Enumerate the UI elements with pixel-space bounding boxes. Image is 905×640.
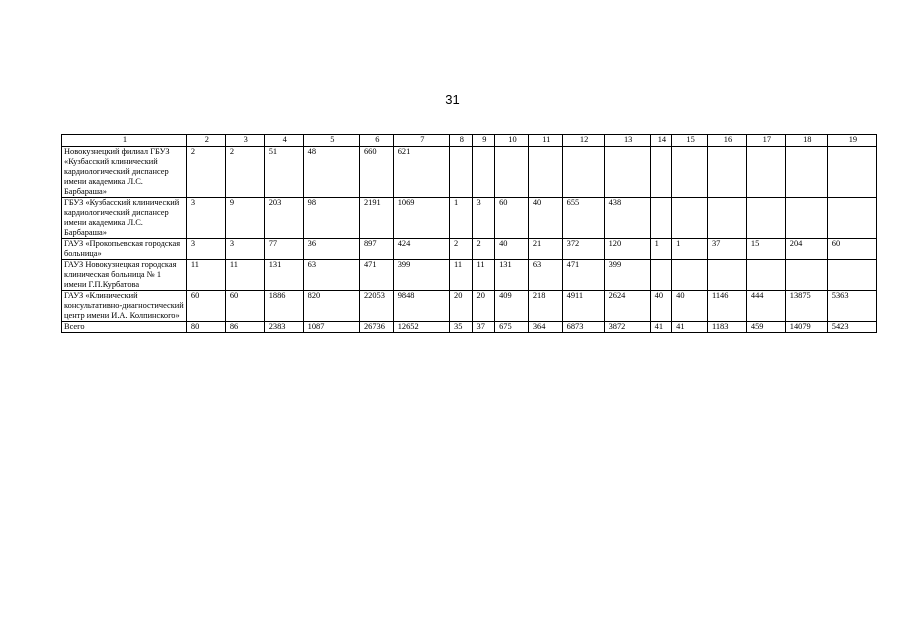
table-cell: 4911	[562, 291, 604, 322]
table-cell: 40	[528, 198, 562, 239]
column-header-8: 8	[450, 135, 473, 147]
table-cell: 3	[472, 198, 495, 239]
table-row	[62, 198, 877, 239]
table-cell: 20	[472, 291, 495, 322]
table-cell: 6873	[562, 322, 604, 333]
column-header-3: 3	[225, 135, 264, 147]
table-cell: 399	[604, 260, 650, 291]
table-cell: 11	[472, 260, 495, 291]
table-cell: 40	[672, 291, 708, 322]
institution-name-cell: Новокузнецкий филиал ГБУЗ «Кузбасский клинический кардиологический диспансер имени академика Л.С. Барбараша»	[62, 147, 187, 198]
table-cell: 60	[225, 291, 264, 322]
table-cell: 5423	[827, 322, 876, 333]
table-cell: 15	[746, 239, 785, 260]
table-cell: 660	[359, 147, 393, 198]
table-cell: 63	[528, 260, 562, 291]
table-cell: 36	[303, 239, 359, 260]
table-cell: 1886	[264, 291, 303, 322]
table-cell: 1087	[303, 322, 359, 333]
table-cell: 424	[393, 239, 449, 260]
table-row	[62, 239, 877, 260]
table-cell	[650, 260, 672, 291]
table-cell: 2	[225, 147, 264, 198]
table-cell	[650, 198, 672, 239]
data-table	[61, 134, 877, 333]
column-header-6: 6	[359, 135, 393, 147]
column-header-5: 5	[303, 135, 359, 147]
table-cell: 3	[186, 198, 225, 239]
table-cell	[672, 198, 708, 239]
column-header-15: 15	[672, 135, 708, 147]
table-cell: 120	[604, 239, 650, 260]
column-header-10: 10	[495, 135, 529, 147]
table-cell: 409	[495, 291, 529, 322]
table-cell: 80	[186, 322, 225, 333]
table-cell: 203	[264, 198, 303, 239]
table-cell: 86	[225, 322, 264, 333]
table-cell: 12652	[393, 322, 449, 333]
table-cell: 3872	[604, 322, 650, 333]
table-cell: 98	[303, 198, 359, 239]
table-cell: 63	[303, 260, 359, 291]
table-cell	[495, 147, 529, 198]
table-cell: 22053	[359, 291, 393, 322]
table-cell: 131	[264, 260, 303, 291]
institution-name-cell: ГАУЗ «Прокопьевская городская больница»	[62, 239, 187, 260]
table-cell: 26736	[359, 322, 393, 333]
table-cell	[827, 147, 876, 198]
table-header-row	[62, 135, 877, 147]
column-header-11: 11	[528, 135, 562, 147]
table-cell: 13875	[785, 291, 827, 322]
table-cell: 399	[393, 260, 449, 291]
table-cell: 37	[472, 322, 495, 333]
table-cell	[785, 198, 827, 239]
column-header-14: 14	[650, 135, 672, 147]
table-row	[62, 260, 877, 291]
table-cell: 3	[186, 239, 225, 260]
table-cell: 40	[495, 239, 529, 260]
table-cell: 2	[450, 239, 473, 260]
table-cell	[707, 147, 746, 198]
table-cell: 20	[450, 291, 473, 322]
table-cell	[672, 260, 708, 291]
table-cell: 37	[707, 239, 746, 260]
table-cell: 5363	[827, 291, 876, 322]
table-cell: 364	[528, 322, 562, 333]
table-cell	[604, 147, 650, 198]
column-header-19: 19	[827, 135, 876, 147]
institution-name-cell: ГБУЗ «Кузбасский клинический кардиологический диспансер имени академика Л.С. Барбараша»	[62, 198, 187, 239]
table-body	[62, 147, 877, 333]
table-cell: 2624	[604, 291, 650, 322]
table-cell	[450, 147, 473, 198]
column-header-17: 17	[746, 135, 785, 147]
institution-name-cell: ГАУЗ Новокузнецкая городская клиническая больница № 1 имени Г.П.Курбатова	[62, 260, 187, 291]
table-cell: 41	[650, 322, 672, 333]
table-cell: 897	[359, 239, 393, 260]
table-cell	[746, 260, 785, 291]
table-cell	[562, 147, 604, 198]
table-cell: 438	[604, 198, 650, 239]
table-cell: 1069	[393, 198, 449, 239]
table-cell: 60	[827, 239, 876, 260]
column-header-7: 7	[393, 135, 449, 147]
table-cell: 2	[186, 147, 225, 198]
table-cell: 655	[562, 198, 604, 239]
table-cell: 9	[225, 198, 264, 239]
table-cell	[472, 147, 495, 198]
table-cell: 675	[495, 322, 529, 333]
table-cell: 77	[264, 239, 303, 260]
table-cell	[785, 147, 827, 198]
table-cell: 820	[303, 291, 359, 322]
table-cell: 14079	[785, 322, 827, 333]
table-cell: 459	[746, 322, 785, 333]
table-row	[62, 147, 877, 198]
table-row	[62, 291, 877, 322]
table-cell: 51	[264, 147, 303, 198]
table-cell: 11	[225, 260, 264, 291]
column-header-2: 2	[186, 135, 225, 147]
table-cell: 1	[672, 239, 708, 260]
table-cell: 9848	[393, 291, 449, 322]
table-cell: 1	[450, 198, 473, 239]
table-cell: 131	[495, 260, 529, 291]
column-header-12: 12	[562, 135, 604, 147]
table-cell: 3	[225, 239, 264, 260]
table-cell	[528, 147, 562, 198]
table-cell	[672, 147, 708, 198]
table-cell: 2191	[359, 198, 393, 239]
table-cell: 471	[359, 260, 393, 291]
table-cell: 48	[303, 147, 359, 198]
table-cell: 21	[528, 239, 562, 260]
column-header-18: 18	[785, 135, 827, 147]
table-row	[62, 322, 877, 333]
column-header-1: 1	[62, 135, 187, 147]
table-cell: 471	[562, 260, 604, 291]
table-cell: 60	[495, 198, 529, 239]
table-cell: 11	[186, 260, 225, 291]
table-cell: 621	[393, 147, 449, 198]
table-cell: 11	[450, 260, 473, 291]
column-header-4: 4	[264, 135, 303, 147]
table-cell: 1183	[707, 322, 746, 333]
table-cell: 60	[186, 291, 225, 322]
institution-name-cell: Всего	[62, 322, 187, 333]
table-cell	[707, 260, 746, 291]
table-cell: 2	[472, 239, 495, 260]
column-header-13: 13	[604, 135, 650, 147]
column-header-16: 16	[707, 135, 746, 147]
table-cell: 372	[562, 239, 604, 260]
table-cell	[827, 198, 876, 239]
table-cell	[827, 260, 876, 291]
table-cell	[707, 198, 746, 239]
table-cell: 2383	[264, 322, 303, 333]
table-cell: 35	[450, 322, 473, 333]
table-cell: 41	[672, 322, 708, 333]
table-cell: 218	[528, 291, 562, 322]
table-cell: 1146	[707, 291, 746, 322]
table-cell	[746, 198, 785, 239]
table-cell	[746, 147, 785, 198]
page-number: 31	[445, 92, 460, 107]
table-cell: 444	[746, 291, 785, 322]
column-header-9: 9	[472, 135, 495, 147]
table-cell	[650, 147, 672, 198]
table-cell	[785, 260, 827, 291]
institution-name-cell: ГАУЗ «Клинический консультативно-диагностический центр имени И.А. Колпинского»	[62, 291, 187, 322]
table-cell: 1	[650, 239, 672, 260]
table-cell: 40	[650, 291, 672, 322]
table-cell: 204	[785, 239, 827, 260]
